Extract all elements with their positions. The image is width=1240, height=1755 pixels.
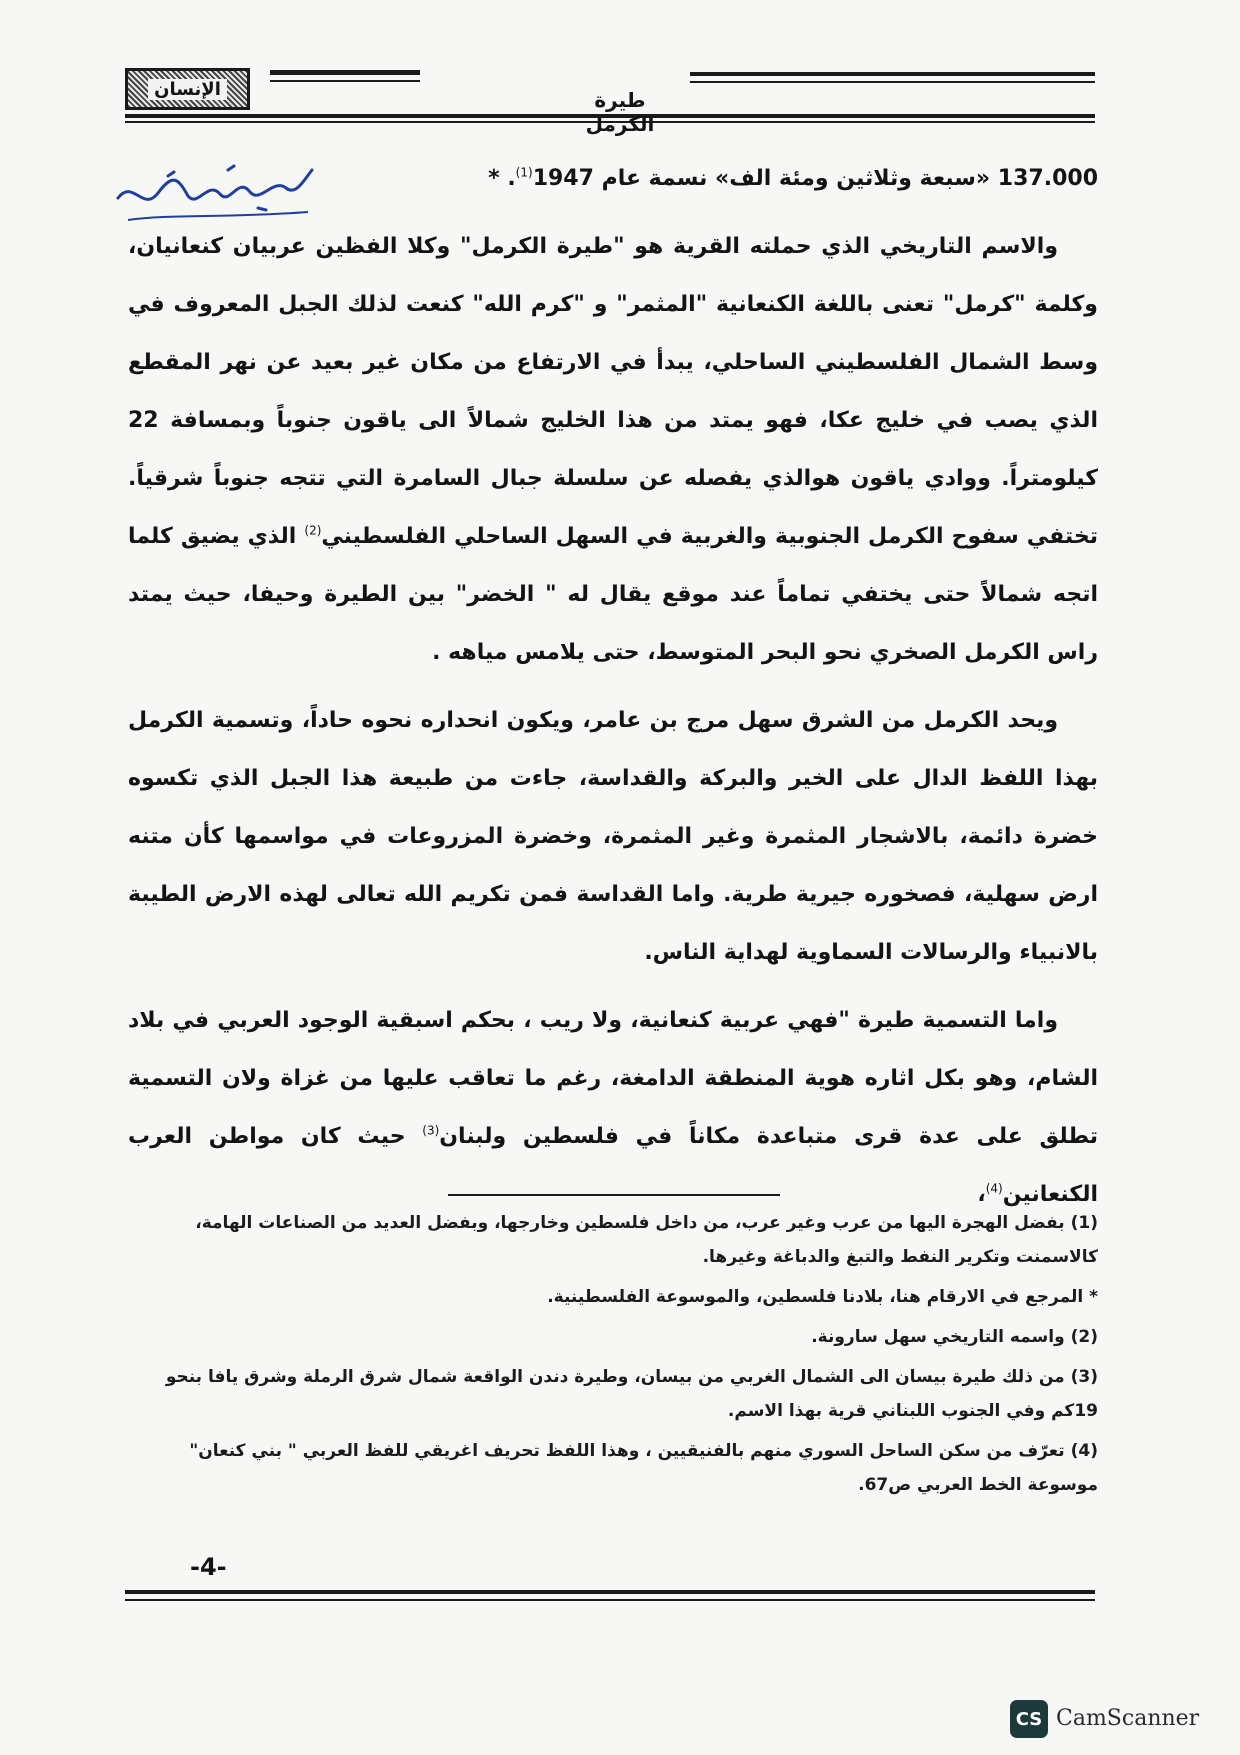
footnote-number: (3)	[1070, 1367, 1098, 1387]
paragraph-1-rest: الذي يضيق كلما اتجه شمالاً حتى يختفي تماماً عند موقع يقال له " الخضر" بين الطيرة وحيفا، حيث يمتد راس الكرمل الصخري نحو البحر المتوسط، حتى يلامس مياهه .	[128, 524, 1098, 665]
header-rule-right-thin	[690, 81, 1095, 83]
footnote-4	[128, 1434, 1098, 1502]
footer-rule-thin	[125, 1599, 1095, 1601]
paragraph-1-text: والاسم التاريخي الذي حملته القرية هو "طيرة الكرمل" وكلا الفظين عربيان كنعانيان، وكلمة "كرمل" تعنى باللغة الكنعانية "المثمر" و "كرم الله" كنعت لذلك الجبل المعروف في وسط الشمال الفلسطيني الساحلي، يبدأ في الارتفاع من مكان غير بعيد عن نهر المقطع الذي يصب في خليج عكا، فهو يمتد من هذا الخليج شمالاً الى ياقون جنوباً وبمسافة 22 كيلومتراً. ووادي ياقون هوالذي يفصله عن سلسلة جبال السامرة التي تتجه جنوباً شرقياً. تختفي سفوح الكرمل الجنوبية والغربية في السهل الساحلي الفلسطيني	[128, 234, 1098, 549]
footnote-ref-4: (4)	[985, 1181, 1003, 1196]
page-number: -4-	[190, 1553, 227, 1581]
star-footnote-mark: *	[488, 166, 500, 191]
magazine-logo-text: الإنسان	[148, 79, 227, 100]
footnote-2	[128, 1320, 1098, 1354]
running-title: طيرة الكرمل	[585, 88, 655, 136]
footnotes	[128, 1206, 1098, 1508]
footnote-text: من ذلك طيرة بيسان الى الشمال الغربي من بيسان، وطيرة دندن الواقعة شمال شرق الرملة وشرق يافا بنحو 19كم وفي الجنوب اللبناني قرية بهذا الاسم.	[165, 1367, 1098, 1421]
camscanner-label: CamScanner	[1056, 1706, 1200, 1731]
footnote-ref-1: (1)	[515, 165, 533, 180]
opening-line-end: .	[507, 166, 516, 191]
paragraph-3	[128, 992, 1098, 1224]
footnote-text: المرجع في الارقام هنا، بلادنا فلسطين، والموسوعة الفلسطينية.	[547, 1287, 1084, 1307]
footnote-number: *	[1089, 1287, 1098, 1307]
footnote-number: (2)	[1070, 1327, 1098, 1347]
paragraph-3-end: ،	[977, 1182, 986, 1207]
footnote-3	[128, 1360, 1098, 1428]
opening-line	[128, 150, 1098, 208]
footnote-number: (4)	[1070, 1441, 1098, 1461]
footnote-text: واسمه التاريخي سهل سارونة.	[811, 1327, 1065, 1347]
opening-line-text: 137.000 «سبعة وثلاثين ومئة الف» نسمة عام 1947	[532, 166, 1098, 191]
header-rule-left-thick	[270, 70, 420, 75]
paragraph-2: ويحد الكرمل من الشرق سهل مرج بن عامر، ويكون انحداره نحوه حاداً، وتسمية الكرمل بهذا اللفظ الدال على الخير والبركة والقداسة، جاءت من طبيعة هذا الجبل الذي تكسوه خضرة دائمة، بالاشجار المثمرة وغير المثمرة، وخضرة المزروعات في مواسمها كأن متنه ارض سهلية، فصخوره جيرية طرية. واما القداسة فمن تكريم الله تعالى لهذه الارض الطيبة بالانبياء والرسالات السماوية لهداية الناس.	[128, 708, 1098, 965]
footnote-text: تعرّف من سكن الساحل السوري منهم بالفنيقيين ، وهذا اللفظ تحريف اغريقي للفظ العربي " بني كنعان" موسوعة الخط العربي ص67.	[189, 1441, 1098, 1495]
footer-rule-thick	[125, 1590, 1095, 1594]
header-rule-left-thin	[270, 80, 420, 82]
magazine-logo	[125, 68, 250, 110]
footnote-separator	[448, 1194, 780, 1196]
header-rule-right-thick	[690, 72, 1095, 76]
camscanner-logo-icon: CS	[1010, 1700, 1048, 1738]
footnote-ref-2: (2)	[304, 523, 322, 538]
footnote-1	[128, 1206, 1098, 1274]
footnote-ref-3: (3)	[422, 1123, 440, 1138]
footnote-star	[128, 1280, 1098, 1314]
footnote-text: بفضل الهجرة اليها من عرب وغير عرب، من داخل فلسطين وخارجها، وبفضل العديد من الصناعات الهامة، كالاسمنت وتكرير النفط والتبغ والدباغة وغيرها.	[195, 1213, 1098, 1267]
paragraph-1	[128, 218, 1098, 682]
body-text	[128, 150, 1098, 1234]
paragraph-3-text-b: حيث كان مواطن العرب الكنعانين	[128, 1124, 1098, 1207]
paragraph-3-text-a: واما التسمية طيرة "فهي عربية كنعانية، ولا ريب ، بحكم اسبقية الوجود العربي في بلاد الشام، وهو بكل اثاره هوية المنطقة الدامغة، رغم ما تعاقب عليها من غزاة ولان التسمية تطلق على عدة قرى متباعدة مكاناً في فلسطين ولبنان	[128, 1008, 1098, 1149]
footnote-number: (1)	[1070, 1213, 1098, 1233]
